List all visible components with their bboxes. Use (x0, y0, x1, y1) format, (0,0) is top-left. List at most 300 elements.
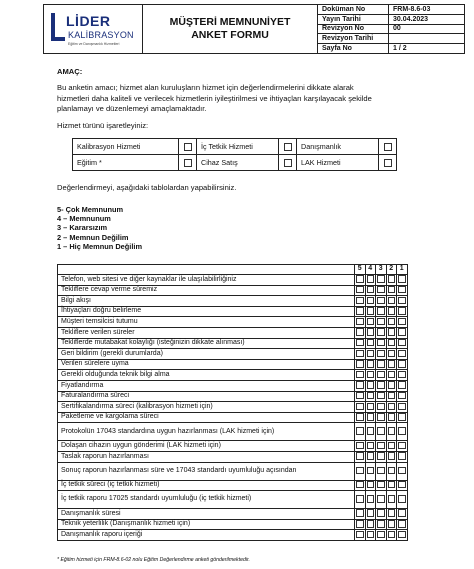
rating-checkbox-2[interactable] (386, 530, 397, 541)
rating-row (58, 509, 408, 520)
rating-column-header: 4 (365, 265, 376, 275)
checkbox-icon (367, 427, 375, 435)
checkbox-icon (356, 350, 364, 358)
rating-checkbox-1[interactable] (397, 391, 408, 402)
checkbox-icon (367, 286, 375, 294)
checkbox-icon (388, 381, 396, 389)
checkbox-icon (388, 286, 396, 294)
rating-checkbox-4[interactable] (365, 530, 376, 541)
checkbox-icon (184, 143, 192, 151)
rating-checkbox-1[interactable] (397, 317, 408, 328)
question-text: Taslak raporun hazırlanması (58, 451, 355, 462)
rating-checkbox-1[interactable] (397, 451, 408, 462)
meta-row (318, 44, 464, 53)
rating-checkbox-4[interactable] (365, 359, 376, 370)
purpose-heading: AMAÇ: (57, 67, 83, 76)
checkbox-icon (388, 531, 396, 539)
checkbox-icon (367, 275, 375, 283)
checkbox-icon (367, 452, 375, 460)
rating-checkbox-2[interactable] (386, 380, 397, 391)
checkbox-icon (398, 360, 406, 368)
checkbox-icon (356, 307, 364, 315)
footnote: * Eğitim hizmeti için FRM-8.6-02 nolu Eğitim Değerlendirme anketi gönderilmektedir. (57, 557, 250, 563)
rating-checkbox-5[interactable] (355, 285, 366, 296)
rating-checkbox-5[interactable] (355, 423, 366, 441)
checkbox-icon (356, 467, 364, 475)
service-checkbox[interactable] (379, 139, 397, 155)
checkbox-icon (388, 509, 396, 517)
meta-key: Sayfa No (318, 44, 389, 53)
rating-checkbox-1[interactable] (397, 296, 408, 307)
rating-checkbox-1[interactable] (397, 509, 408, 520)
rating-prompt: Değerlendirmeyi, aşağıdaki tablolardan yapabilirsiniz. (57, 183, 237, 192)
service-checkbox[interactable] (279, 139, 297, 155)
rating-checkbox-1[interactable] (397, 491, 408, 509)
purpose-line: hizmetleri daha kaliteli ve verilecek hizmetlerin iyileştirilmesi ve ihtiyaçları karşılayacak şekilde (57, 93, 372, 103)
question-text: Bilgi akışı (58, 296, 355, 307)
checkbox-icon (377, 381, 385, 389)
meta-key: Yayın Tarihi (318, 15, 389, 24)
checkbox-icon (398, 495, 406, 503)
checkbox-icon (377, 509, 385, 517)
rating-checkbox-5[interactable] (355, 441, 366, 452)
checkbox-icon (284, 159, 292, 167)
rating-column-header: 2 (386, 265, 397, 275)
rating-checkbox-3[interactable] (376, 285, 387, 296)
rating-checkbox-2[interactable] (386, 491, 397, 509)
checkbox-icon (384, 159, 392, 167)
rating-checkbox-5[interactable] (355, 327, 366, 338)
rating-checkbox-3[interactable] (376, 370, 387, 381)
checkbox-icon (398, 481, 406, 489)
checkbox-icon (356, 381, 364, 389)
checkbox-icon (388, 360, 396, 368)
rating-checkbox-4[interactable] (365, 338, 376, 349)
checkbox-icon (356, 442, 364, 450)
rating-checkbox-1[interactable] (397, 423, 408, 441)
checkbox-icon (398, 318, 406, 326)
rating-checkbox-3[interactable] (376, 491, 387, 509)
question-text: Verilen sürelere uyma (58, 359, 355, 370)
checkbox-icon (384, 143, 392, 151)
document-title (143, 5, 318, 53)
rating-table (57, 264, 408, 541)
rating-row (58, 370, 408, 381)
rating-checkbox-5[interactable] (355, 451, 366, 462)
checkbox-icon (388, 403, 396, 411)
rating-checkbox-4[interactable] (365, 462, 376, 480)
rating-checkbox-3[interactable] (376, 519, 387, 530)
checkbox-icon (388, 297, 396, 305)
rating-checkbox-2[interactable] (386, 462, 397, 480)
rating-checkbox-5[interactable] (355, 317, 366, 328)
rating-checkbox-1[interactable] (397, 306, 408, 317)
checkbox-icon (388, 452, 396, 460)
question-text: Faturalandırma süreci (58, 391, 355, 402)
rating-row (58, 359, 408, 370)
rating-checkbox-3[interactable] (376, 441, 387, 452)
rating-checkbox-4[interactable] (365, 402, 376, 413)
question-text: Tekliflerde mutabakat kolaylığı (isteğinizin dikkate alınması) (58, 338, 355, 349)
checkbox-icon (388, 339, 396, 347)
rating-checkbox-3[interactable] (376, 349, 387, 360)
checkbox-icon (398, 350, 406, 358)
rating-checkbox-2[interactable] (386, 338, 397, 349)
rating-checkbox-2[interactable] (386, 275, 397, 286)
rating-checkbox-5[interactable] (355, 491, 366, 509)
rating-checkbox-5[interactable] (355, 349, 366, 360)
rating-row (58, 275, 408, 286)
rating-checkbox-5[interactable] (355, 519, 366, 530)
rating-checkbox-1[interactable] (397, 519, 408, 530)
checkbox-icon (377, 328, 385, 336)
checkbox-icon (388, 467, 396, 475)
checkbox-icon (377, 467, 385, 475)
checkbox-icon (367, 307, 375, 315)
rating-checkbox-2[interactable] (386, 519, 397, 530)
checkbox-icon (377, 531, 385, 539)
service-label: Kalibrasyon Hizmeti (73, 139, 179, 155)
rating-checkbox-2[interactable] (386, 349, 397, 360)
rating-checkbox-1[interactable] (397, 370, 408, 381)
question-text: İhtiyaçları doğru belirleme (58, 306, 355, 317)
checkbox-icon (377, 452, 385, 460)
service-checkbox[interactable] (279, 155, 297, 171)
rating-checkbox-1[interactable] (397, 359, 408, 370)
rating-row (58, 296, 408, 307)
meta-key: Doküman No (318, 5, 389, 14)
scale-item: 5- Çok Memnunum (57, 205, 124, 214)
checkbox-icon (388, 275, 396, 283)
checkbox-icon (388, 442, 396, 450)
meta-row (318, 15, 464, 25)
document-meta-table (318, 5, 464, 53)
question-text: Fiyatlandırma (58, 380, 355, 391)
checkbox-icon (367, 339, 375, 347)
rating-checkbox-4[interactable] (365, 285, 376, 296)
checkbox-icon (377, 339, 385, 347)
rating-checkbox-1[interactable] (397, 380, 408, 391)
meta-row (318, 5, 464, 15)
checkbox-icon (377, 286, 385, 294)
question-text: Telefon, web sitesi ve diğer kaynaklar ile ulaşılabilirliğiniz (58, 275, 355, 286)
rating-checkbox-2[interactable] (386, 317, 397, 328)
question-text: Teknik yeterlilik (Danışmanlık hizmeti için) (58, 519, 355, 530)
meta-row (318, 25, 464, 35)
meta-key: Revizyon Tarihi (318, 34, 389, 43)
rating-checkbox-5[interactable] (355, 402, 366, 413)
checkbox-icon (367, 481, 375, 489)
rating-checkbox-2[interactable] (386, 451, 397, 462)
rating-checkbox-1[interactable] (397, 285, 408, 296)
checkbox-icon (367, 509, 375, 517)
checkbox-icon (398, 392, 406, 400)
checkbox-icon (367, 381, 375, 389)
rating-checkbox-2[interactable] (386, 423, 397, 441)
checkbox-icon (377, 360, 385, 368)
rating-checkbox-2[interactable] (386, 296, 397, 307)
question-text: İç tetkik raporu 17025 standardı uyumluluğu (iç tetkik hizmeti) (58, 491, 355, 509)
rating-checkbox-2[interactable] (386, 285, 397, 296)
rating-checkbox-4[interactable] (365, 509, 376, 520)
rating-checkbox-3[interactable] (376, 530, 387, 541)
rating-checkbox-4[interactable] (365, 423, 376, 441)
checkbox-icon (377, 350, 385, 358)
rating-row (58, 441, 408, 452)
rating-row (58, 402, 408, 413)
rating-checkbox-3[interactable] (376, 412, 387, 423)
checkbox-icon (367, 520, 375, 528)
checkbox-icon (398, 413, 406, 421)
rating-checkbox-2[interactable] (386, 509, 397, 520)
checkbox-icon (377, 442, 385, 450)
purpose-text (57, 83, 372, 115)
rating-checkbox-4[interactable] (365, 327, 376, 338)
rating-row (58, 519, 408, 530)
service-label: Eğitim * (73, 155, 179, 171)
checkbox-icon (356, 520, 364, 528)
rating-checkbox-5[interactable] (355, 306, 366, 317)
checkbox-icon (367, 467, 375, 475)
checkbox-icon (356, 286, 364, 294)
rating-checkbox-1[interactable] (397, 327, 408, 338)
rating-checkbox-2[interactable] (386, 391, 397, 402)
rating-checkbox-3[interactable] (376, 338, 387, 349)
checkbox-icon (398, 442, 406, 450)
checkbox-icon (356, 452, 364, 460)
service-label: İç Tetkik Hizmeti (197, 139, 279, 155)
checkbox-icon (377, 481, 385, 489)
meta-row (318, 34, 464, 44)
checkbox-icon (184, 159, 192, 167)
checkbox-icon (398, 339, 406, 347)
checkbox-icon (377, 403, 385, 411)
rating-checkbox-4[interactable] (365, 480, 376, 491)
scale-item: 3 – Kararsızım (57, 223, 108, 233)
rating-checkbox-5[interactable] (355, 370, 366, 381)
rating-row (58, 423, 408, 441)
rating-row (58, 285, 408, 296)
checkbox-icon (377, 520, 385, 528)
checkbox-icon (398, 452, 406, 460)
checkbox-icon (356, 413, 364, 421)
checkbox-icon (367, 413, 375, 421)
rating-checkbox-3[interactable] (376, 462, 387, 480)
rating-checkbox-3[interactable] (376, 391, 387, 402)
service-prompt: Hizmet türünü işaretleyiniz: (57, 121, 149, 130)
rating-checkbox-3[interactable] (376, 306, 387, 317)
checkbox-icon (377, 427, 385, 435)
rating-checkbox-1[interactable] (397, 530, 408, 541)
question-text: Geri bildirim (gerekli durumlarda) (58, 349, 355, 360)
rating-checkbox-1[interactable] (397, 349, 408, 360)
service-row (73, 155, 397, 171)
rating-checkbox-2[interactable] (386, 402, 397, 413)
rating-checkbox-2[interactable] (386, 441, 397, 452)
checkbox-icon (356, 371, 364, 379)
rating-row (58, 530, 408, 541)
meta-value: 30.04.2023 (393, 15, 429, 23)
rating-checkbox-2[interactable] (386, 480, 397, 491)
rating-row (58, 412, 408, 423)
rating-checkbox-4[interactable] (365, 296, 376, 307)
question-text: Tekliflere cevap verme süremiz (58, 285, 355, 296)
checkbox-icon (377, 297, 385, 305)
rating-checkbox-4[interactable] (365, 380, 376, 391)
checkbox-icon (377, 318, 385, 326)
rating-checkbox-4[interactable] (365, 306, 376, 317)
rating-checkbox-5[interactable] (355, 509, 366, 520)
checkbox-icon (398, 328, 406, 336)
rating-checkbox-3[interactable] (376, 275, 387, 286)
rating-checkbox-3[interactable] (376, 380, 387, 391)
checkbox-icon (377, 275, 385, 283)
checkbox-icon (367, 360, 375, 368)
checkbox-icon (388, 520, 396, 528)
purpose-line: planlamayı ve düzenlemeyi amaçlamaktadır. (57, 104, 207, 113)
rating-checkbox-5[interactable] (355, 359, 366, 370)
rating-checkbox-4[interactable] (365, 441, 376, 452)
rating-checkbox-4[interactable] (365, 519, 376, 530)
rating-row (58, 480, 408, 491)
checkbox-icon (388, 392, 396, 400)
rating-checkbox-2[interactable] (386, 359, 397, 370)
checkbox-icon (356, 427, 364, 435)
checkbox-icon (356, 339, 364, 347)
rating-checkbox-1[interactable] (397, 480, 408, 491)
checkbox-icon (388, 318, 396, 326)
rating-checkbox-3[interactable] (376, 480, 387, 491)
checkbox-icon (398, 371, 406, 379)
checkbox-icon (367, 392, 375, 400)
question-header (58, 265, 355, 275)
checkbox-icon (356, 328, 364, 336)
scale-item: 1 – Hiç Memnun Değilim (57, 241, 143, 251)
checkbox-icon (388, 371, 396, 379)
rating-row (58, 338, 408, 349)
rating-checkbox-4[interactable] (365, 349, 376, 360)
service-checkbox[interactable] (179, 155, 197, 171)
service-label: LAK Hizmeti (297, 155, 379, 171)
rating-checkbox-3[interactable] (376, 359, 387, 370)
rating-checkbox-4[interactable] (365, 491, 376, 509)
checkbox-icon (388, 350, 396, 358)
checkbox-icon (388, 427, 396, 435)
rating-checkbox-5[interactable] (355, 412, 366, 423)
rating-checkbox-1[interactable] (397, 412, 408, 423)
checkbox-icon (367, 531, 375, 539)
checkbox-icon (388, 307, 396, 315)
rating-checkbox-2[interactable] (386, 327, 397, 338)
checkbox-icon (398, 467, 406, 475)
rating-checkbox-4[interactable] (365, 275, 376, 286)
service-type-table (72, 138, 397, 171)
rating-checkbox-1[interactable] (397, 275, 408, 286)
meta-value: 00 (393, 25, 401, 33)
rating-row (58, 391, 408, 402)
rating-checkbox-1[interactable] (397, 338, 408, 349)
rating-checkbox-1[interactable] (397, 462, 408, 480)
service-checkbox[interactable] (179, 139, 197, 155)
checkbox-icon (356, 531, 364, 539)
service-row (73, 139, 397, 155)
service-checkbox[interactable] (379, 155, 397, 171)
checkbox-icon (377, 413, 385, 421)
checkbox-icon (398, 307, 406, 315)
checkbox-icon (398, 297, 406, 305)
question-text: Paketleme ve kargolama süreci (58, 412, 355, 423)
rating-checkbox-3[interactable] (376, 402, 387, 413)
meta-value (389, 34, 464, 43)
rating-checkbox-2[interactable] (386, 370, 397, 381)
checkbox-icon (367, 350, 375, 358)
title-line-1: MÜŞTERİ MEMNUNİYET (169, 16, 291, 28)
checkbox-icon (388, 328, 396, 336)
rating-checkbox-2[interactable] (386, 306, 397, 317)
rating-checkbox-3[interactable] (376, 509, 387, 520)
rating-checkbox-3[interactable] (376, 317, 387, 328)
checkbox-icon (356, 297, 364, 305)
checkbox-icon (367, 442, 375, 450)
question-text: Danışmanlık süresi (58, 509, 355, 520)
rating-scale (57, 205, 142, 251)
rating-checkbox-4[interactable] (365, 370, 376, 381)
question-text: Gerekli olduğunda teknik bilgi alma (58, 370, 355, 381)
service-label: Cihaz Satış (197, 155, 279, 171)
rating-checkbox-3[interactable] (376, 423, 387, 441)
rating-checkbox-1[interactable] (397, 441, 408, 452)
rating-checkbox-4[interactable] (365, 412, 376, 423)
rating-row (58, 462, 408, 480)
rating-checkbox-3[interactable] (376, 296, 387, 307)
rating-column-header: 5 (355, 265, 366, 275)
rating-checkbox-5[interactable] (355, 391, 366, 402)
company-logo (44, 5, 143, 53)
rating-checkbox-3[interactable] (376, 327, 387, 338)
checkbox-icon (377, 307, 385, 315)
checkbox-icon (398, 509, 406, 517)
rating-row (58, 327, 408, 338)
question-text: Protokolün 17043 standardına uygun hazırlanması (LAK hizmeti için) (58, 423, 355, 441)
rating-checkbox-5[interactable] (355, 462, 366, 480)
rating-checkbox-5[interactable] (355, 380, 366, 391)
rating-checkbox-5[interactable] (355, 338, 366, 349)
rating-row (58, 317, 408, 328)
rating-checkbox-3[interactable] (376, 451, 387, 462)
meta-key: Revizyon No (318, 25, 389, 34)
rating-checkbox-4[interactable] (365, 317, 376, 328)
meta-value: FRM-8.6-03 (393, 5, 431, 13)
rating-checkbox-2[interactable] (386, 412, 397, 423)
document-header (43, 4, 465, 54)
purpose-line: Bu anketin amacı; hizmet alan kuruluşların hizmet için değerlendirmelerini dikkate alarak (57, 83, 354, 92)
checkbox-icon (377, 495, 385, 503)
checkbox-icon (398, 427, 406, 435)
checkbox-icon (367, 403, 375, 411)
rating-checkbox-5[interactable] (355, 296, 366, 307)
rating-checkbox-4[interactable] (365, 451, 376, 462)
rating-checkbox-5[interactable] (355, 530, 366, 541)
rating-checkbox-5[interactable] (355, 275, 366, 286)
scale-item: 4 – Memnunum (57, 214, 111, 224)
checkbox-icon (367, 371, 375, 379)
checkbox-icon (356, 275, 364, 283)
rating-checkbox-1[interactable] (397, 402, 408, 413)
title-line-2: ANKET FORMU (191, 29, 269, 41)
rating-checkbox-4[interactable] (365, 391, 376, 402)
rating-checkbox-5[interactable] (355, 480, 366, 491)
checkbox-icon (377, 371, 385, 379)
